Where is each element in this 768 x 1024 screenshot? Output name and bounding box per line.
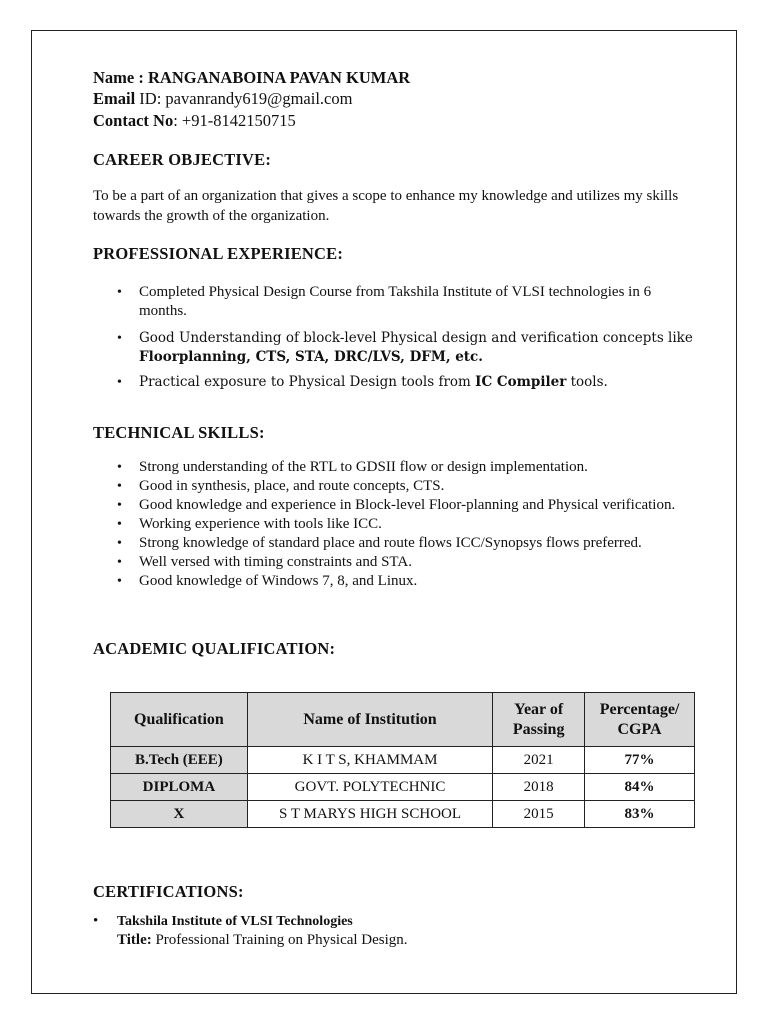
- experience-item-1: Completed Physical Design Course from Takshila Institute of VLSI technologies in 6 months.: [139, 284, 652, 319]
- contact-line: [93, 110, 296, 132]
- experience-item-3-bold: IC Compiler: [475, 374, 567, 390]
- skill-item: Good knowledge and experience in Block-level Floor-planning and Physical verification.: [139, 497, 676, 513]
- name-label: Name :: [93, 68, 148, 87]
- bullet: •: [117, 498, 122, 513]
- experience-item-2: Good Understanding of block-level Physical design and verification concepts like: [139, 330, 693, 346]
- skills-list: [93, 458, 713, 591]
- skill-item: Strong knowledge of standard place and route flows ICC/Synopsys flows preferred.: [139, 535, 642, 551]
- skill-item: Well versed with timing constraints and STA.: [139, 554, 412, 570]
- table-row: [111, 801, 695, 828]
- bullet: •: [117, 479, 122, 494]
- name-line: [93, 67, 410, 89]
- certification-title-label: Title:: [117, 932, 152, 948]
- list-item: [93, 458, 713, 477]
- year-cell: 2015: [493, 801, 585, 828]
- list-item: [93, 496, 699, 515]
- institution-cell: K I T S, KHAMMAM: [247, 747, 492, 774]
- bullet: •: [117, 285, 122, 300]
- bullet: •: [117, 536, 122, 551]
- academic-heading: ACADEMIC QUALIFICATION:: [93, 639, 336, 658]
- list-item: [93, 572, 713, 591]
- contact-label: Contact No: [93, 111, 174, 130]
- list-item: [93, 283, 699, 321]
- bullet: •: [117, 460, 122, 475]
- certification-item: [93, 912, 408, 949]
- institution-cell: GOVT. POLYTECHNIC: [247, 774, 492, 801]
- column-header: Percentage/ CGPA: [585, 693, 695, 747]
- experience-item-3-post: tools.: [566, 374, 608, 390]
- list-item: [93, 534, 713, 553]
- career-heading: CAREER OBJECTIVE:: [93, 150, 272, 169]
- email-line: [93, 88, 352, 110]
- experience-list: [93, 283, 713, 392]
- column-header: Qualification: [111, 693, 248, 747]
- percentage-cell: 83%: [585, 801, 695, 828]
- certification-title-value: Professional Training on Physical Design.: [151, 932, 408, 948]
- certification-institute: Takshila Institute of VLSI Technologies: [117, 914, 353, 929]
- skills-heading: TECHNICAL SKILLS:: [93, 423, 265, 442]
- list-item: [93, 329, 713, 367]
- career-text: To be a part of an organization that gives a scope to enhance my knowledge and utilizes my skills towards the growth of the organization.: [93, 188, 679, 224]
- table-header-row: [111, 693, 695, 747]
- name-value: RANGANABOINA PAVAN KUMAR: [147, 68, 411, 87]
- academic-table: [110, 692, 695, 828]
- list-item: [93, 373, 713, 392]
- bullet: •: [117, 331, 122, 346]
- skill-item: Strong understanding of the RTL to GDSII flow or design implementation.: [139, 459, 588, 475]
- institution-cell: S T MARYS HIGH SCHOOL: [247, 801, 492, 828]
- qualification-cell: B.Tech (EEE): [111, 747, 248, 774]
- bullet: •: [117, 375, 122, 390]
- experience-item-3-pre: Practical exposure to Physical Design tools from: [139, 374, 476, 390]
- table-row: [111, 747, 695, 774]
- table-row: [111, 774, 695, 801]
- bullet: •: [117, 574, 122, 589]
- column-header: Name of Institution: [247, 693, 492, 747]
- skill-item: Working experience with tools like ICC.: [139, 516, 382, 532]
- percentage-cell: 77%: [585, 747, 695, 774]
- column-header: Year of Passing: [493, 693, 585, 747]
- email-label: Email: [93, 89, 136, 108]
- experience-heading: PROFESSIONAL EXPERIENCE:: [93, 244, 344, 263]
- skill-item: Good in synthesis, place, and route concepts, CTS.: [139, 478, 445, 494]
- certifications-heading: CERTIFICATIONS:: [93, 882, 244, 901]
- qualification-cell: DIPLOMA: [111, 774, 248, 801]
- list-item: [93, 477, 713, 496]
- bullet: •: [117, 555, 122, 570]
- email-value: ID: pavanrandy619@gmail.com: [135, 89, 353, 108]
- bullet: •: [93, 913, 99, 929]
- list-item: [93, 515, 713, 534]
- list-item: [93, 553, 713, 572]
- skill-item: Good knowledge of Windows 7, 8, and Linux.: [139, 573, 418, 589]
- contact-value: : +91-8142150715: [173, 111, 296, 130]
- percentage-cell: 84%: [585, 774, 695, 801]
- year-cell: 2018: [493, 774, 585, 801]
- year-cell: 2021: [493, 747, 585, 774]
- qualification-cell: X: [111, 801, 248, 828]
- experience-item-2-bold: Floorplanning, CTS, STA, DRC/LVS, DFM, etc.: [139, 349, 483, 365]
- bullet: •: [117, 517, 122, 532]
